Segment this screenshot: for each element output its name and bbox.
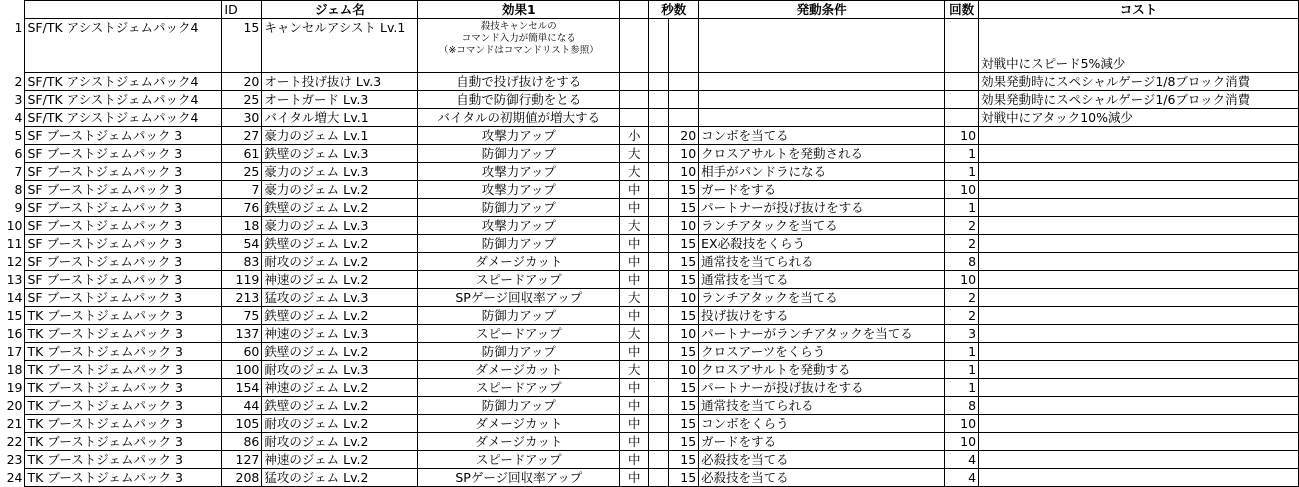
cell-gem-name[interactable]: 猛攻のジェム Lv.3	[262, 289, 418, 307]
cell-condition[interactable]: 投げ抜けをする	[699, 307, 945, 325]
cell-size[interactable]: 中	[620, 199, 649, 217]
cell-gap[interactable]	[649, 379, 669, 397]
cell-condition[interactable]: 必殺技を当てる	[699, 469, 945, 487]
header-cost[interactable]: コスト	[979, 1, 1299, 19]
cell-condition[interactable]: ガードをする	[699, 181, 945, 199]
cell-gap[interactable]	[649, 235, 669, 253]
cell-count[interactable]	[945, 91, 979, 109]
header-row	[0, 1, 1299, 19]
table-row	[0, 253, 1299, 271]
cell-count[interactable]: 10	[945, 271, 979, 289]
table-row	[0, 289, 1299, 307]
cell-gap[interactable]	[649, 109, 669, 127]
cell-gap[interactable]	[649, 199, 669, 217]
cell-seconds[interactable]: 10	[669, 325, 699, 343]
cell-count[interactable]	[945, 19, 979, 73]
cell-seconds[interactable]	[669, 109, 699, 127]
cell-effect[interactable]: 防御力アップ	[418, 145, 620, 163]
cell-gem-name[interactable]: キャンセルアシスト Lv.1	[262, 19, 418, 73]
cell-effect[interactable]: 攻撃力アップ	[418, 127, 620, 145]
table-row	[0, 19, 1299, 73]
cell-gap[interactable]	[649, 415, 669, 433]
cell-gap[interactable]	[649, 253, 669, 271]
cell-count[interactable]: 1	[945, 145, 979, 163]
row-number: 22	[0, 433, 25, 451]
cell-count[interactable]: 10	[945, 433, 979, 451]
cell-pack[interactable]: SF ブーストジェムパック 3	[25, 127, 222, 145]
cell-gem-name[interactable]: 神速のジェム Lv.2	[262, 271, 418, 289]
cell-count[interactable]	[945, 73, 979, 91]
row-number: 21	[0, 415, 25, 433]
cell-condition[interactable]: EX必殺技をくらう	[699, 235, 945, 253]
cell-cost[interactable]	[979, 343, 1299, 361]
cell-size[interactable]: 中	[620, 469, 649, 487]
cell-gem-name[interactable]: 鉄壁のジェム Lv.2	[262, 199, 418, 217]
header-count[interactable]: 回数	[945, 1, 979, 19]
cell-count[interactable]: 10	[945, 181, 979, 199]
cell-seconds[interactable]: 15	[669, 415, 699, 433]
cell-id[interactable]: 61	[222, 145, 262, 163]
cell-seconds[interactable]: 20	[669, 127, 699, 145]
cell-gap[interactable]	[649, 217, 669, 235]
cell-effect[interactable]: 防御力アップ	[418, 307, 620, 325]
cell-condition[interactable]: クロスアーツをくらう	[699, 343, 945, 361]
table-row	[0, 91, 1299, 109]
cell-size[interactable]: 中	[620, 307, 649, 325]
cell-seconds[interactable]: 15	[669, 469, 699, 487]
cell-gem-name[interactable]: 鉄壁のジェム Lv.2	[262, 307, 418, 325]
cell-gem-name[interactable]: 耐攻のジェム Lv.2	[262, 253, 418, 271]
cell-size[interactable]: 中	[620, 181, 649, 199]
cell-size[interactable]: 中	[620, 379, 649, 397]
cell-pack[interactable]: SF/TK アシストジェムパック4	[25, 109, 222, 127]
cell-count[interactable]: 10	[945, 415, 979, 433]
cell-seconds[interactable]: 10	[669, 361, 699, 379]
cell-pack[interactable]: SF ブーストジェムパック 3	[25, 271, 222, 289]
cell-gem-name[interactable]: 神速のジェム Lv.3	[262, 325, 418, 343]
cell-condition[interactable]: ガードをする	[699, 433, 945, 451]
cell-id[interactable]: 25	[222, 91, 262, 109]
cell-condition[interactable]: クロスアサルトを発動する	[699, 361, 945, 379]
cell-gap[interactable]	[649, 91, 669, 109]
cell-size[interactable]: 大	[620, 361, 649, 379]
cell-gap[interactable]	[649, 181, 669, 199]
row-number: 16	[0, 325, 25, 343]
cell-cost[interactable]: 効果発動時にスペシャルゲージ1/6ブロック消費	[979, 91, 1299, 109]
cell-gem-name[interactable]: 豪力のジェム Lv.1	[262, 127, 418, 145]
cell-count[interactable]: 1	[945, 361, 979, 379]
cell-pack[interactable]: TK ブーストジェムパック 3	[25, 397, 222, 415]
cell-effect[interactable]: SPゲージ回収率アップ	[418, 289, 620, 307]
cell-gap[interactable]	[649, 271, 669, 289]
cell-cost[interactable]	[979, 361, 1299, 379]
cell-id[interactable]: 127	[222, 451, 262, 469]
cell-seconds[interactable]: 15	[669, 271, 699, 289]
cell-pack[interactable]: TK ブーストジェムパック 3	[25, 307, 222, 325]
table-row	[0, 199, 1299, 217]
cell-condition[interactable]: クロスアサルトを発動される	[699, 145, 945, 163]
cell-pack[interactable]: SF/TK アシストジェムパック4	[25, 73, 222, 91]
cell-gap[interactable]	[649, 163, 669, 181]
cell-condition[interactable]	[699, 19, 945, 73]
cell-pack[interactable]: TK ブーストジェムパック 3	[25, 415, 222, 433]
cell-condition[interactable]: コンボをくらう	[699, 415, 945, 433]
cell-effect[interactable]: ダメージカット	[418, 361, 620, 379]
cell-size[interactable]: 中	[620, 271, 649, 289]
cell-cost[interactable]: 効果発動時にスペシャルゲージ1/8ブロック消費	[979, 73, 1299, 91]
cell-pack[interactable]: SF ブーストジェムパック 3	[25, 145, 222, 163]
cell-gap[interactable]	[649, 451, 669, 469]
cell-gem-name[interactable]: 耐攻のジェム Lv.3	[262, 361, 418, 379]
cell-id[interactable]: 20	[222, 73, 262, 91]
cell-id[interactable]: 100	[222, 361, 262, 379]
table-row	[0, 343, 1299, 361]
row-number: 7	[0, 163, 25, 181]
cell-effect[interactable]: スピードアップ	[418, 325, 620, 343]
table-row	[0, 181, 1299, 199]
cell-count[interactable]: 2	[945, 289, 979, 307]
cell-cost[interactable]	[979, 433, 1299, 451]
header-seconds[interactable]: 秒数	[649, 1, 699, 19]
cell-pack[interactable]: SF ブーストジェムパック 3	[25, 181, 222, 199]
row-number: 12	[0, 253, 25, 271]
cell-pack[interactable]: SF/TK アシストジェムパック4	[25, 91, 222, 109]
cell-id[interactable]: 83	[222, 253, 262, 271]
cell-count[interactable]: 2	[945, 217, 979, 235]
cell-gem-name[interactable]: バイタル増大 Lv.1	[262, 109, 418, 127]
cell-seconds[interactable]: 15	[669, 451, 699, 469]
table-row	[0, 397, 1299, 415]
cell-effect-note: （※コマンドはコマンドリスト参照）	[438, 45, 599, 56]
table-row	[0, 415, 1299, 433]
cell-effect[interactable]	[418, 19, 620, 73]
cell-seconds[interactable]: 15	[669, 379, 699, 397]
cell-cost[interactable]	[979, 181, 1299, 199]
cell-effect[interactable]: 攻撃力アップ	[418, 217, 620, 235]
cell-count[interactable]: 1	[945, 163, 979, 181]
row-number: 13	[0, 271, 25, 289]
table-row	[0, 163, 1299, 181]
cell-size[interactable]: 大	[620, 325, 649, 343]
cell-id[interactable]: 119	[222, 271, 262, 289]
row-number: 11	[0, 235, 25, 253]
cell-size[interactable]: 小	[620, 127, 649, 145]
row-number: 4	[0, 109, 25, 127]
cell-pack[interactable]: SF ブーストジェムパック 3	[25, 217, 222, 235]
cell-condition[interactable]: 相手がパンドラになる	[699, 163, 945, 181]
cell-id[interactable]: 27	[222, 127, 262, 145]
cell-gem-name[interactable]: 鉄壁のジェム Lv.2	[262, 397, 418, 415]
table-row	[0, 451, 1299, 469]
cell-effect[interactable]: スピードアップ	[418, 451, 620, 469]
cell-gem-name[interactable]: 鉄壁のジェム Lv.2	[262, 235, 418, 253]
cell-cost[interactable]	[979, 415, 1299, 433]
row-number: 18	[0, 361, 25, 379]
header-size[interactable]	[620, 1, 649, 19]
cell-gap[interactable]	[649, 127, 669, 145]
cell-size[interactable]	[620, 19, 649, 73]
cell-id[interactable]: 60	[222, 343, 262, 361]
cell-gap[interactable]	[649, 289, 669, 307]
cell-cost[interactable]: 対戦中にスピード5%減少	[979, 19, 1299, 73]
cell-seconds[interactable]	[669, 73, 699, 91]
cell-size[interactable]: 大	[620, 289, 649, 307]
cell-gap[interactable]	[649, 397, 669, 415]
cell-pack[interactable]: TK ブーストジェムパック 3	[25, 361, 222, 379]
cell-id[interactable]: 7	[222, 181, 262, 199]
cell-cost[interactable]	[979, 145, 1299, 163]
cell-id[interactable]: 44	[222, 397, 262, 415]
cell-seconds[interactable]	[669, 19, 699, 73]
cell-size[interactable]: 中	[620, 415, 649, 433]
table-row	[0, 145, 1299, 163]
cell-pack[interactable]: SF ブーストジェムパック 3	[25, 163, 222, 181]
cell-condition[interactable]: 必殺技を当てる	[699, 451, 945, 469]
cell-id[interactable]: 30	[222, 109, 262, 127]
table-row	[0, 379, 1299, 397]
row-number: 14	[0, 289, 25, 307]
cell-gap[interactable]	[649, 19, 669, 73]
cell-id[interactable]: 105	[222, 415, 262, 433]
cell-count[interactable]: 4	[945, 451, 979, 469]
cell-count[interactable]	[945, 109, 979, 127]
cell-effect[interactable]: 防御力アップ	[418, 199, 620, 217]
cell-seconds[interactable]: 10	[669, 289, 699, 307]
cell-seconds[interactable]: 15	[669, 307, 699, 325]
cell-effect[interactable]: 防御力アップ	[418, 343, 620, 361]
cell-cost[interactable]	[979, 235, 1299, 253]
cell-condition[interactable]: 通常技を当てられる	[699, 397, 945, 415]
cell-gap[interactable]	[649, 73, 669, 91]
cell-count[interactable]: 4	[945, 469, 979, 487]
cell-effect[interactable]: SPゲージ回収率アップ	[418, 469, 620, 487]
cell-id[interactable]: 213	[222, 289, 262, 307]
cell-condition[interactable]: ランチアタックを当てる	[699, 289, 945, 307]
cell-count[interactable]: 10	[945, 127, 979, 145]
cell-id[interactable]: 208	[222, 469, 262, 487]
cell-seconds[interactable]: 15	[669, 433, 699, 451]
cell-gap[interactable]	[649, 307, 669, 325]
cell-condition[interactable]	[699, 109, 945, 127]
cell-seconds[interactable]: 10	[669, 145, 699, 163]
cell-size[interactable]: 大	[620, 217, 649, 235]
table-row	[0, 361, 1299, 379]
header-condition[interactable]: 発動条件	[699, 1, 945, 19]
cell-pack[interactable]: SF ブーストジェムパック 3	[25, 289, 222, 307]
cell-gem-name[interactable]: オートガード Lv.3	[262, 91, 418, 109]
cell-seconds[interactable]: 15	[669, 253, 699, 271]
cell-size[interactable]: 中	[620, 343, 649, 361]
cell-effect[interactable]: 攻撃力アップ	[418, 163, 620, 181]
cell-effect[interactable]: ダメージカット	[418, 433, 620, 451]
cell-cost[interactable]	[979, 289, 1299, 307]
cell-count[interactable]: 3	[945, 325, 979, 343]
row-number: 15	[0, 307, 25, 325]
row-number: 9	[0, 199, 25, 217]
cell-seconds[interactable]: 15	[669, 199, 699, 217]
cell-size[interactable]	[620, 91, 649, 109]
cell-count[interactable]: 1	[945, 379, 979, 397]
cell-size[interactable]: 中	[620, 235, 649, 253]
cell-gem-name[interactable]: 耐攻のジェム Lv.2	[262, 415, 418, 433]
cell-id[interactable]: 137	[222, 325, 262, 343]
cell-size[interactable]: 中	[620, 253, 649, 271]
row-number: 8	[0, 181, 25, 199]
cell-gem-name[interactable]: 猛攻のジェム Lv.2	[262, 469, 418, 487]
table-row	[0, 109, 1299, 127]
cell-cost[interactable]	[979, 253, 1299, 271]
cell-gap[interactable]	[649, 343, 669, 361]
header-gem-name[interactable]: ジェム名	[262, 1, 418, 19]
cell-gem-name[interactable]: 豪力のジェム Lv.2	[262, 181, 418, 199]
cell-count[interactable]: 1	[945, 199, 979, 217]
cell-condition[interactable]: コンボを当てる	[699, 127, 945, 145]
row-number: 23	[0, 451, 25, 469]
cell-cost[interactable]	[979, 379, 1299, 397]
cell-effect[interactable]: スピードアップ	[418, 379, 620, 397]
cell-condition[interactable]	[699, 73, 945, 91]
row-number: 19	[0, 379, 25, 397]
cell-id[interactable]: 15	[222, 19, 262, 73]
cell-pack[interactable]: SF/TK アシストジェムパック4	[25, 19, 222, 73]
row-number: 17	[0, 343, 25, 361]
corner-cell	[0, 1, 25, 19]
cell-gem-name[interactable]: オート投げ抜け Lv.3	[262, 73, 418, 91]
cell-size[interactable]: 中	[620, 451, 649, 469]
cell-gap[interactable]	[649, 361, 669, 379]
table-row	[0, 127, 1299, 145]
table-row	[0, 433, 1299, 451]
cell-cost[interactable]	[979, 217, 1299, 235]
cell-condition[interactable]: パートナーが投げ抜けをする	[699, 199, 945, 217]
table-row	[0, 271, 1299, 289]
header-effect1[interactable]: 効果1	[418, 1, 620, 19]
cell-gem-name[interactable]: 豪力のジェム Lv.3	[262, 163, 418, 181]
cell-effect-note: コマンド入力が簡単になる	[461, 33, 576, 44]
cell-condition[interactable]: ランチアタックを当てる	[699, 217, 945, 235]
cell-gem-name[interactable]: 神速のジェム Lv.2	[262, 379, 418, 397]
table-row	[0, 325, 1299, 343]
cell-effect[interactable]: 防御力アップ	[418, 235, 620, 253]
cell-id[interactable]: 54	[222, 235, 262, 253]
cell-size[interactable]: 中	[620, 397, 649, 415]
cell-id[interactable]: 25	[222, 163, 262, 181]
row-number: 6	[0, 145, 25, 163]
table-row	[0, 307, 1299, 325]
cell-seconds[interactable]: 10	[669, 163, 699, 181]
cell-id[interactable]: 76	[222, 199, 262, 217]
cell-seconds[interactable]: 15	[669, 235, 699, 253]
cell-cost[interactable]	[979, 127, 1299, 145]
cell-id[interactable]: 154	[222, 379, 262, 397]
row-number: 20	[0, 397, 25, 415]
cell-condition[interactable]	[699, 91, 945, 109]
cell-condition[interactable]: パートナーがランチアタックを当てる	[699, 325, 945, 343]
cell-size[interactable]: 中	[620, 433, 649, 451]
cell-count[interactable]: 1	[945, 343, 979, 361]
cell-gem-name[interactable]: 鉄壁のジェム Lv.2	[262, 343, 418, 361]
cell-effect[interactable]: 自動で防御行動をとる	[418, 91, 620, 109]
cell-cost[interactable]	[979, 325, 1299, 343]
cell-gap[interactable]	[649, 325, 669, 343]
cell-effect[interactable]: 攻撃力アップ	[418, 181, 620, 199]
cell-gem-name[interactable]: 耐攻のジェム Lv.2	[262, 433, 418, 451]
cell-pack[interactable]: TK ブーストジェムパック 3	[25, 433, 222, 451]
row-number: 3	[0, 91, 25, 109]
cell-effect[interactable]: スピードアップ	[418, 271, 620, 289]
cell-condition[interactable]: 通常技を当てられる	[699, 253, 945, 271]
table-row	[0, 217, 1299, 235]
cell-pack[interactable]: TK ブーストジェムパック 3	[25, 379, 222, 397]
row-number: 24	[0, 469, 25, 487]
row-number: 1	[0, 19, 25, 73]
cell-id[interactable]: 86	[222, 433, 262, 451]
header-pack[interactable]	[25, 1, 222, 19]
cell-size[interactable]: 大	[620, 163, 649, 181]
cell-seconds[interactable]	[669, 91, 699, 109]
cell-gem-name[interactable]: 豪力のジェム Lv.3	[262, 217, 418, 235]
row-number: 5	[0, 127, 25, 145]
cell-pack[interactable]: SF ブーストジェムパック 3	[25, 199, 222, 217]
cell-count[interactable]: 8	[945, 253, 979, 271]
cell-pack[interactable]: TK ブーストジェムパック 3	[25, 469, 222, 487]
row-number: 10	[0, 217, 25, 235]
cell-effect[interactable]: 自動で投げ抜けをする	[418, 73, 620, 91]
cell-seconds[interactable]: 10	[669, 217, 699, 235]
cell-effect-note: 殺技キャンセルの	[480, 21, 557, 32]
cell-seconds[interactable]: 15	[669, 343, 699, 361]
cell-condition[interactable]: パートナーが投げ抜けをする	[699, 379, 945, 397]
cell-effect[interactable]: 防御力アップ	[418, 397, 620, 415]
table-row	[0, 235, 1299, 253]
cell-pack[interactable]: SF ブーストジェムパック 3	[25, 235, 222, 253]
cell-gap[interactable]	[649, 433, 669, 451]
cell-count[interactable]: 8	[945, 397, 979, 415]
cell-condition[interactable]: 通常技を当てる	[699, 271, 945, 289]
cell-cost[interactable]	[979, 397, 1299, 415]
cell-cost[interactable]	[979, 199, 1299, 217]
header-id[interactable]: ID	[222, 1, 262, 19]
cell-effect[interactable]: ダメージカット	[418, 253, 620, 271]
cell-cost[interactable]	[979, 307, 1299, 325]
cell-pack[interactable]: TK ブーストジェムパック 3	[25, 451, 222, 469]
cell-count[interactable]: 2	[945, 235, 979, 253]
cell-effect[interactable]: バイタルの初期値が増大する	[418, 109, 620, 127]
cell-gap[interactable]	[649, 145, 669, 163]
cell-effect[interactable]: ダメージカット	[418, 415, 620, 433]
cell-pack[interactable]: TK ブーストジェムパック 3	[25, 343, 222, 361]
cell-gem-name[interactable]: 神速のジェム Lv.2	[262, 451, 418, 469]
cell-cost[interactable]	[979, 451, 1299, 469]
cell-pack[interactable]: SF ブーストジェムパック 3	[25, 253, 222, 271]
cell-size[interactable]	[620, 109, 649, 127]
cell-id[interactable]: 75	[222, 307, 262, 325]
cell-size[interactable]	[620, 73, 649, 91]
cell-gem-name[interactable]: 鉄壁のジェム Lv.3	[262, 145, 418, 163]
cell-id[interactable]: 18	[222, 217, 262, 235]
cell-seconds[interactable]: 15	[669, 181, 699, 199]
cell-count[interactable]: 2	[945, 307, 979, 325]
row-number: 2	[0, 73, 25, 91]
cell-size[interactable]: 大	[620, 145, 649, 163]
table-row	[0, 73, 1299, 91]
cell-pack[interactable]: TK ブーストジェムパック 3	[25, 325, 222, 343]
cell-cost[interactable]	[979, 271, 1299, 289]
cell-cost[interactable]: 対戦中にアタック10%減少	[979, 109, 1299, 127]
cell-seconds[interactable]: 15	[669, 397, 699, 415]
cell-cost[interactable]	[979, 163, 1299, 181]
